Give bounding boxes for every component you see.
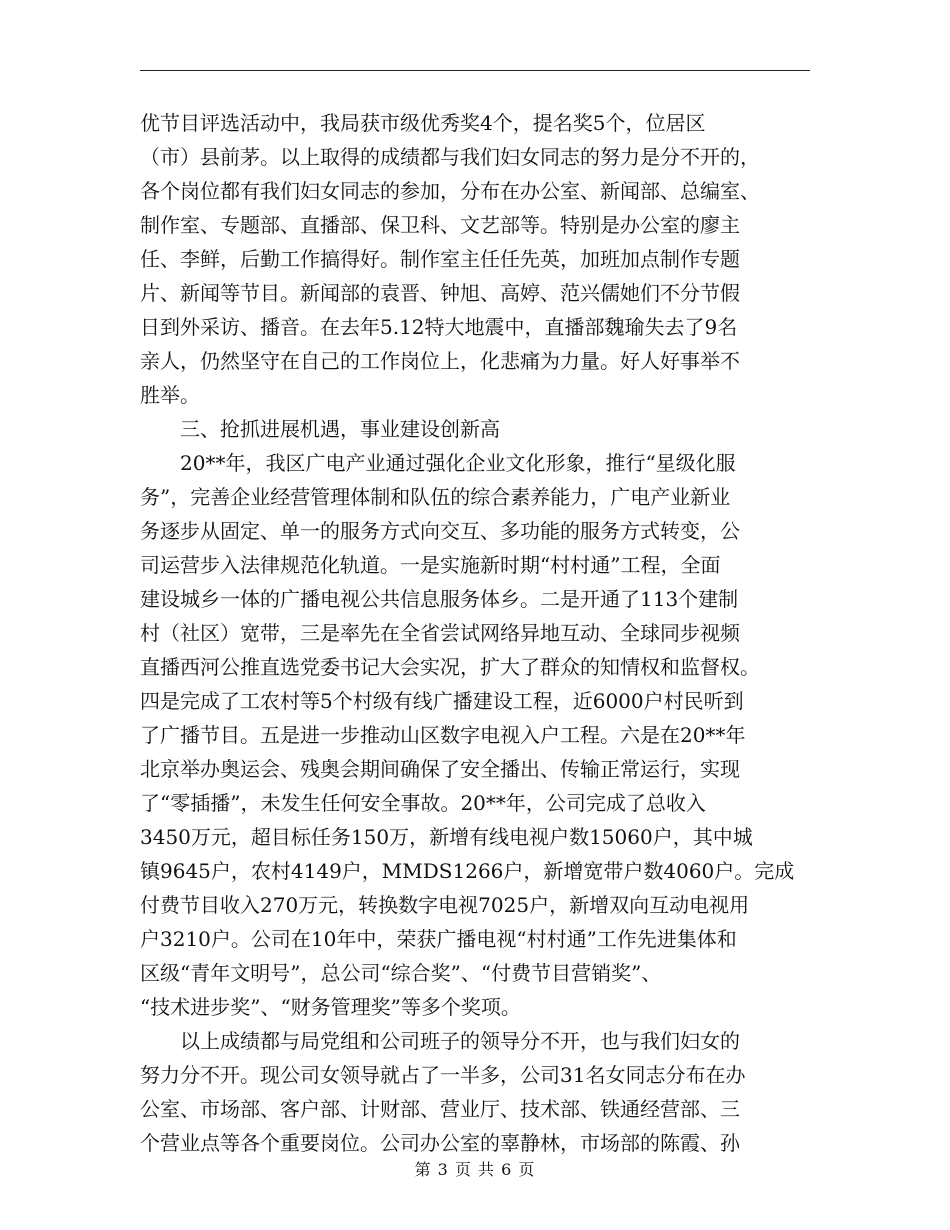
- text-line: 务”，完善企业经营管理体制和队伍的综合素养能力，广电产业新业: [140, 485, 731, 509]
- text-line: 亲人，仍然坚守在自己的工作岗位上，化悲痛为力量。好人好事举不: [140, 349, 740, 373]
- text-line: 区级“青年文明号”，总公司“综合奖”、“付费节目营销奖”、: [140, 961, 662, 985]
- text-line: 任、李鲜，后勤工作搞得好。制作室主任任先英，加班加点制作专题: [140, 247, 740, 271]
- page-footer: 第 3 页 共 6 页: [414, 1160, 536, 1179]
- text-line: （市）县前茅。以上取得的成绩都与我们妇女同志的努力是分不开的，: [140, 145, 760, 169]
- text-line: 司运营步入法律规范化轨道。一是实施新时期“村村通”工程，全面: [140, 553, 721, 577]
- text-line: 努力分不开。现公司女领导就占了一半多，公司31名女同志分布在办: [140, 1063, 746, 1087]
- text-line: 日到外采访、播音。在去年5.12特大地震中，直播部魏瑜失去了9名: [140, 315, 738, 339]
- text-line: 公室、市场部、客户部、计财部、营业厅、技术部、铁通经营部、三: [140, 1097, 740, 1121]
- text-line: 个营业点等各个重要岗位。公司办公室的辜静林，市场部的陈霞、孙: [140, 1131, 740, 1155]
- text-line: 付费节目收入270万元，转换数字电视7025户，新增双向互动电视用: [140, 893, 750, 917]
- text-line: 制作室、专题部、直播部、保卫科、文艺部等。特别是办公室的廖主: [140, 213, 740, 237]
- header-rule: [140, 70, 810, 71]
- text-line: 以上成绩都与局党组和公司班子的领导分不开，也与我们妇女的: [140, 1029, 740, 1053]
- text-line: 北京举办奥运会、残奥会期间确保了安全播出、传输正常运行，实现: [140, 757, 740, 781]
- text-line: “技术进步奖”、“财务管理奖”等多个奖项。: [140, 995, 521, 1019]
- text-line: 户3210户。公司在10年中，荣获广播电视“村村通”工作先进集体和: [140, 927, 737, 951]
- text-line: 胜举。: [140, 383, 200, 407]
- document-body: [140, 106, 810, 1160]
- text-line: 直播西河公推直选党委书记大会实况，扩大了群众的知情权和监督权。: [140, 655, 760, 679]
- text-line: 村（社区）宽带，三是率先在全省尝试网络异地互动、全球同步视频: [140, 621, 740, 645]
- text-line: 建设城乡一体的广播电视公共信息服务体乡。二是开通了113个建制: [140, 587, 739, 611]
- text-line: 了广播节目。五是进一步推动山区数字电视入户工程。六是在20**年: [140, 723, 746, 747]
- text-line: 三、抢抓进展机遇，事业建设创新高: [140, 417, 500, 441]
- text-line: 3450万元，超目标任务150万，新增有线电视户数15060户，其中城: [140, 825, 753, 849]
- text-line: 优节目评选活动中，我局获市级优秀奖4个，提名奖5个，位居区: [140, 111, 706, 135]
- text-line: 镇9645户，农村4149户，MMDS1266户，新增宽带户数4060户。完成: [140, 859, 795, 883]
- text-line: 20**年，我区广电产业通过强化企业文化形象，推行“星级化服: [140, 451, 736, 475]
- text-line: 各个岗位都有我们妇女同志的参加，分布在办公室、新闻部、总编室、: [140, 179, 760, 203]
- text-line: 片、新闻等节目。新闻部的袁晋、钟旭、高婷、范兴儒她们不分节假: [140, 281, 740, 305]
- text-line: 四是完成了工农村等5个村级有线广播建设工程，近6000户村民听到: [140, 689, 744, 713]
- text-line: 了“零插播”，未发生任何安全事故。20**年，公司完成了总收入: [140, 791, 706, 815]
- text-line: 务逐步从固定、单一的服务方式向交互、多功能的服务方式转变，公: [140, 519, 740, 543]
